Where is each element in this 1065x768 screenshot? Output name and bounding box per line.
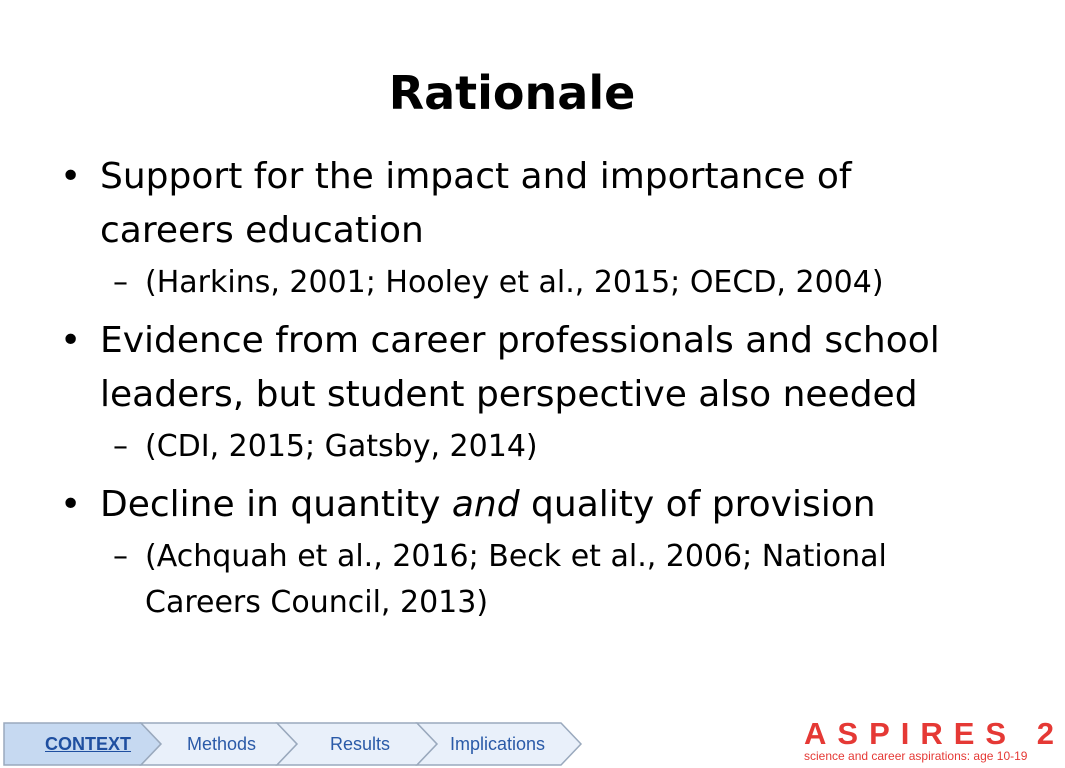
aspires-logo	[800, 716, 1065, 766]
bullet-item	[60, 150, 980, 258]
bullet-text-part: quality of provision	[519, 484, 876, 525]
bullet-text: Support for the impact and importance of careers education	[100, 156, 852, 251]
nav-tab-context[interactable]: CONTEXT	[45, 734, 132, 754]
sub-bullet-marker: –	[113, 429, 128, 464]
nav-tab-results[interactable]: Results	[330, 734, 391, 754]
logo-name: ASPIRES 2	[804, 716, 1065, 751]
bullet-marker: •	[60, 156, 82, 197]
bullet-text	[100, 484, 876, 525]
citation-text: (Achquah et al., 2016; Beck et al., 2006; National Careers Council, 2013)	[145, 539, 887, 620]
section-nav	[3, 720, 593, 768]
bullet-text-emphasis: and	[451, 484, 520, 525]
slide-title: Rationale	[388, 66, 636, 120]
sub-bullet-item	[60, 260, 980, 306]
nav-tab-methods[interactable]: Methods	[187, 734, 257, 754]
bullet-list	[60, 150, 980, 634]
bullet-item	[60, 314, 980, 422]
bullet-marker: •	[60, 320, 82, 361]
sub-bullet-item	[60, 534, 980, 626]
sub-bullet-marker: –	[113, 265, 128, 300]
sub-bullet-item	[60, 424, 980, 470]
citation-text: (Harkins, 2001; Hooley et al., 2015; OECD, 2004)	[145, 265, 884, 300]
bullet-item	[60, 478, 980, 532]
bullet-marker: •	[60, 484, 82, 525]
bullet-text: Evidence from career professionals and school leaders, but student perspective also needed	[100, 320, 940, 415]
bullet-text-part: Decline in quantity	[100, 484, 452, 525]
sub-bullet-marker: –	[113, 539, 128, 574]
nav-tab-implications[interactable]: Implications	[450, 734, 546, 754]
citation-text: (CDI, 2015; Gatsby, 2014)	[145, 429, 538, 464]
logo-tagline: science and career aspirations: age 10-19	[804, 749, 1028, 763]
